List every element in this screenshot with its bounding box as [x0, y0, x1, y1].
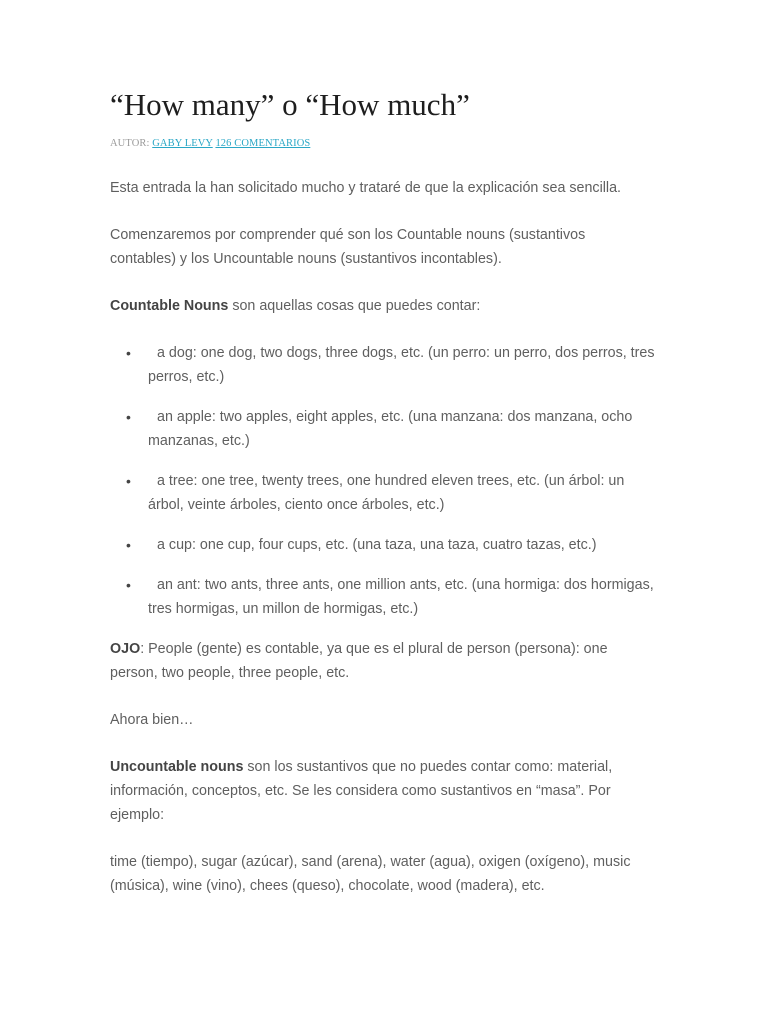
uncountable-paragraph	[110, 755, 655, 827]
article-meta	[110, 137, 310, 151]
uncountable-examples-paragraph: time (tiempo), sugar (azúcar), sand (arena), water (agua), oxigen (oxígeno), music (música), wine (vino), chees (queso), chocolate, wood (madera), etc.	[110, 854, 631, 894]
ojo-paragraph	[110, 637, 655, 685]
intro-paragraph: Esta entrada la han solicitado mucho y trataré de que la explicación sea sencilla.	[110, 180, 622, 196]
author-link[interactable]: GABY LEVY	[152, 138, 213, 149]
author-prefix: AUTOR:	[110, 138, 153, 149]
bullet-icon: •	[126, 537, 131, 553]
nouns-paragraph: Comenzaremos por comprender qué son los Countable nouns (sustantivos contables) y los Uncountable nouns (sustantivos incontables).	[110, 227, 586, 267]
countable-paragraph	[110, 294, 655, 318]
list-item	[110, 341, 655, 389]
list-item	[110, 405, 655, 453]
countable-term: Countable Nouns	[110, 298, 229, 314]
uncountable-definition: son los sustantivos que no puedes contar como: material, información, conceptos, etc. Se les considera como sustantivos en “masa”. Por ejemplo:	[110, 759, 613, 823]
article-body	[110, 176, 655, 921]
comments-link[interactable]: 126 COMENTARIOS	[215, 138, 311, 149]
bullet-icon: •	[126, 577, 131, 593]
ojo-text: : People (gente) es contable, ya que es el plural de person (persona): one person, two people, three people, etc.	[110, 641, 608, 681]
ahora-paragraph: Ahora bien…	[110, 712, 194, 728]
list-item-text: a tree: one tree, twenty trees, one hundred eleven trees, etc. (un árbol: un árbol, veinte árboles, ciento once árboles, etc.)	[148, 473, 625, 513]
article-title: “How many” o “How much”	[110, 87, 470, 122]
countable-definition: son aquellas cosas que puedes contar:	[228, 298, 481, 314]
bullet-icon: •	[126, 345, 131, 361]
ojo-label: OJO	[110, 641, 141, 657]
list-item-text: an ant: two ants, three ants, one million ants, etc. (una hormiga: dos hormigas, tres hormigas, un millon de hormigas, etc.)	[148, 577, 654, 617]
bullet-icon: •	[126, 473, 131, 489]
list-item	[110, 469, 655, 517]
countable-examples-list	[110, 341, 655, 621]
list-item-text: a cup: one cup, four cups, etc. (una taza, una taza, cuatro tazas, etc.)	[157, 537, 597, 553]
list-item-text: an apple: two apples, eight apples, etc. (una manzana: dos manzana, ocho manzanas, etc.)	[148, 409, 633, 449]
uncountable-term: Uncountable nouns	[110, 759, 244, 775]
list-item	[110, 533, 655, 557]
bullet-icon: •	[126, 409, 131, 425]
list-item-text: a dog: one dog, two dogs, three dogs, etc. (un perro: un perro, dos perros, tres perros, etc.)	[148, 345, 655, 385]
list-item	[110, 573, 655, 621]
